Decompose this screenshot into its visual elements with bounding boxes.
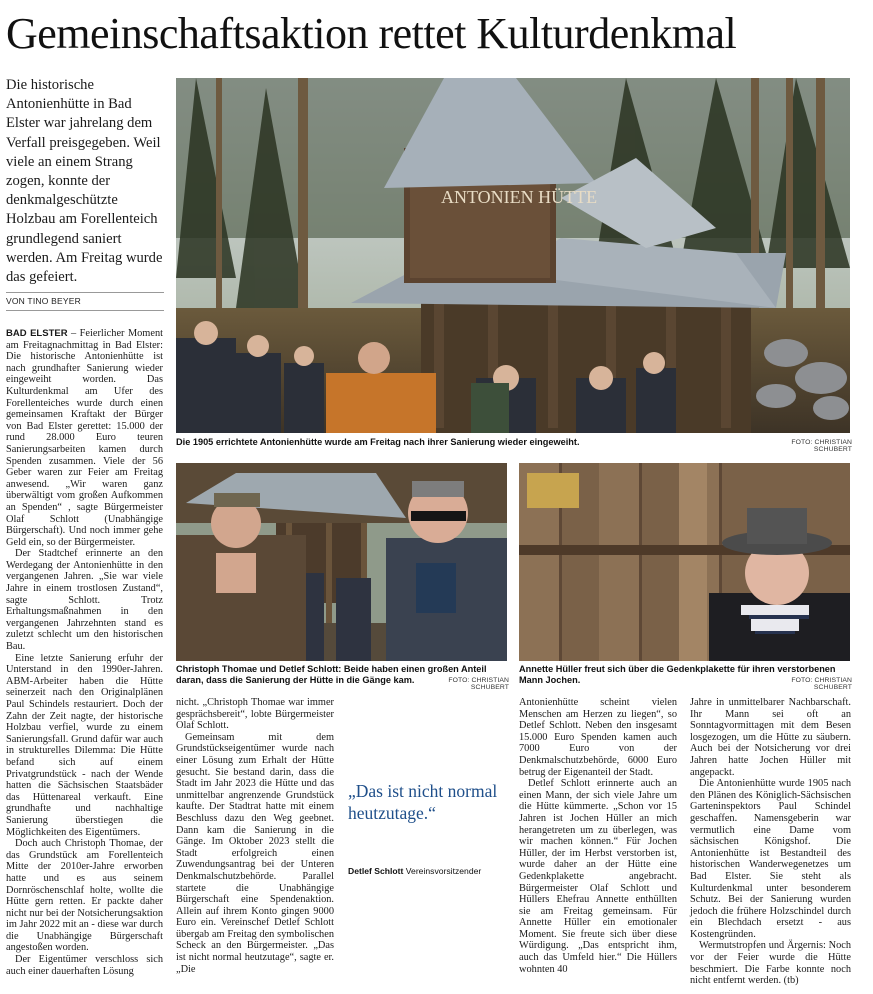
body-paragraph: Eine letzte Sanierung erfuhr der Unterstand in den 1990er-Jahren. ABM-Arbeiter haben die Hütte seinerzeit nach den Originalplänen Paul Schindels restauriert. Doch der Zahn der Zeit nagte, der historische Holzbau verfiel, wurde zu einem Sanierungsfall. Grund dafür war auch in strukturelles Dilemma: Die Hütte befand sich auf einem Privatgrundstück - nach der Wende hatten die Sächsischen Staatsbäder das Hüttenareal verkauft. Eine grundhafte und nachhaltige Sanierung überstiegen die Möglichkeiten des Eigentümers. (6, 652, 163, 838)
body-paragraph: Der Eigentümer verschloss sich auch einer dauerhaften Lösung (6, 954, 163, 977)
body-paragraph: Jahre in unmittelbarer Nachbarschaft. Ihr Mann sei oft an Sonntagvormittagen mit dem Besen losgezogen, um die Hütte zu säubern. Auch bei der Notsicherung vor drei Jahren hatte Jochen Hüller mit angepackt. (690, 697, 851, 778)
headline: Gemeinschaftsaktion rettet Kulturdenkmal (6, 9, 737, 58)
body-column-1 (6, 328, 163, 977)
byline: VON TINO BEYER (6, 296, 81, 306)
body-column-3 (519, 697, 677, 975)
body-paragraph: Wermutstropfen und Ärgernis: Noch vor der Feier wurde die Hütte beschmiert. Die Farbe konnte noch nicht entfernt werden. (tb) (690, 940, 851, 987)
body-paragraph: – Feierlicher Moment am Freitagnachmittag in Bad Elster: Die historische Antonienhütte ist nach grundhafter Sanierung wieder eingeweiht worden. Das Kulturdenkmal am Ufer des Forellenteiches wurde durch einen gemeinsamen Kraftakt der Bürger von Bad Elster gerettet: 15.000 der rund 28.000 Euro teuren Sanierungsarbeiten kamen durch Spenden zusammen. Viele der 56 Geber waren zur Feier am Freitag anwesend. „Wir waren ganz überwältigt vom großen Aufkommen an Spenden“ , sagte Bürgermeister Olaf Schlott (Unabhängige Bürgerschaft). Und noch immer gehe Geld ein, so der Bürgermeister. (6, 328, 163, 548)
middle-photo-credit: FOTO: CHRISTIAN SCHUBERT (448, 677, 509, 691)
body-paragraph: Die Antonienhütte wurde 1905 nach den Plänen des Königlich-Sächsischen Garteninspektors Paul Schindel geschaffen. Namensgeberin war vermutlich eine Dame vom sächsischen Königshof. Die Antonienhütte ist Bestandteil des historischen Wanderwegenetzes um Bad Elster. Sie steht als Kulturdenkmal unter besonderem Schutz. Bei der Sanierung wurden jedoch die frühere Holzschindel durch ein Blechdach ersetzt - aus Kostengründen. (690, 778, 851, 940)
annette-hueller-photo (519, 463, 850, 661)
body-paragraph: Detlef Schlott erinnerte auch an einen Mann, der sich viele Jahre um die Hütte kümmerte. „Schon vor 15 Jahren ist Jochen Hüller an mich herangetreten um zu überlegen, was wir machen können.“ Für Jochen Hüller, der im Herbst verstorben ist, wurde daher an der Hütte eine Gedenkplakette angebracht. Bürgermeister Olaf Schlott und Hüllers Ehefrau Annette enthüllten sie am Freitag gemeinsam. Für Annette Hüller ein emotionaler Moment. Sie freute sich über diese Würdigung. „Das entspricht ihm, auch das Umfeld hier.“ Die Hüllers wohnten 40 (519, 778, 677, 975)
body-column-4 (690, 697, 851, 987)
dateline: BAD ELSTER (6, 328, 68, 339)
main-photo (176, 78, 850, 433)
byline-rule-bottom (6, 310, 164, 311)
body-paragraph: Antonienhütte scheint vielen Menschen am Herzen zu liegen“, so Detlef Schlott. Neben den insgesamt 15.000 Euro Spenden kamen auch 7000 Euro von der Denkmalschutzbehörde, 6000 Euro betrug der Eigenanteil der Stadt. (519, 697, 677, 778)
right-photo-caption: Annette Hüller freut sich über die Gedenkplakette für ihren verstorbenen Mann Jochen. (519, 664, 836, 686)
body-paragraph: Gemeinsam mit dem Grundstückseigentümer wurde nach einer Lösung zum Erhalt der Hütte gesucht. Sie bestand darin, dass die Stadt im Jahr 2023 die Hütte und das unmittelbar angrenzende Grundstück kaufte. Der Stadtrat hatte mit einem Beschluss dazu den Weg geebnet. Dann kam die Sanierung in die Gänge. Im Oktober 2023 stellt die Stadt erfolgreich einen Zuwendungsantrag bei der Unteren Denkmalschutzbehörde. Parallel startete die Unabhängige Bürgerschaft eine Spendenaktion. Allein auf ihrem Konto gingen 9000 Euro ein. Vereinschef Detlef Schlott übergab am Freitag den symbolischen Scheck an den Bürgermeister. „Das ist nicht normal heutzutage“, sagte er. „Die (176, 731, 334, 975)
body-column-2 (176, 697, 334, 975)
body-paragraph: nicht. „Christoph Thomae war immer gesprächsbereit“, lobte Bürgermeister Olaf Schlott. (176, 697, 334, 732)
pull-quote: „Das ist nicht normal heutzutage.“ (348, 781, 498, 823)
quote-author: Detlef Schlott (348, 866, 404, 876)
body-paragraph: Der Stadtchef erinnerte an den Werdegang der Antonienhütte in den vergangenen Jahren. „Sie war viele Jahre in einem trostlosen Zustand“, sagte Schlott. Trotz Erhaltungsmaßnahmen in den vergangenen Jahrzehnten stand es zuletzt schlecht um den historischen Bau. (6, 548, 163, 653)
byline-rule-top (6, 292, 164, 293)
body-paragraph: Doch auch Christoph Thomae, der das Grundstück am Forellenteich Mitte der 2010er-Jahre erworben hatte und es aus seinem Dornröschenschlaf holte, wollte die Hütte gern retten. Er packte daher nicht nur bei der Notsicherungsaktion im Jahr 2022 mit an - diese war durch die Unabhängige Bürgerschaft angestoßen worden. (6, 838, 163, 954)
middle-photo-caption: Christoph Thomae und Detlef Schlott: Beide haben einen großen Anteil daran, dass die Sanierung der Hütte in die Gänge kam. (176, 664, 487, 686)
right-photo-credit: FOTO: CHRISTIAN SCHUBERT (791, 677, 852, 691)
pull-quote-attribution (348, 866, 508, 876)
quote-author-role: Vereinsvorsitzender (405, 866, 482, 876)
article-intro: Die historische Antonienhütte in Bad Elster war jahrelang dem Verfall preisgegeben. Weil viele an einem Strang zogen, konnte der denkmalgeschützte Holzbau am Forellenteich grundlegend saniert werden. Am Freitag wurde das gefeiert. (6, 77, 163, 286)
thomae-schlott-photo (176, 463, 507, 661)
hut-sign-line1: ANTONIEN HÜTTE (441, 187, 598, 207)
main-photo-caption: Die 1905 errichtete Antonienhütte wurde am Freitag nach ihrer Sanierung wieder eingeweiht. (176, 437, 580, 447)
main-photo-credit: FOTO: CHRISTIAN SCHUBERT (791, 439, 852, 453)
